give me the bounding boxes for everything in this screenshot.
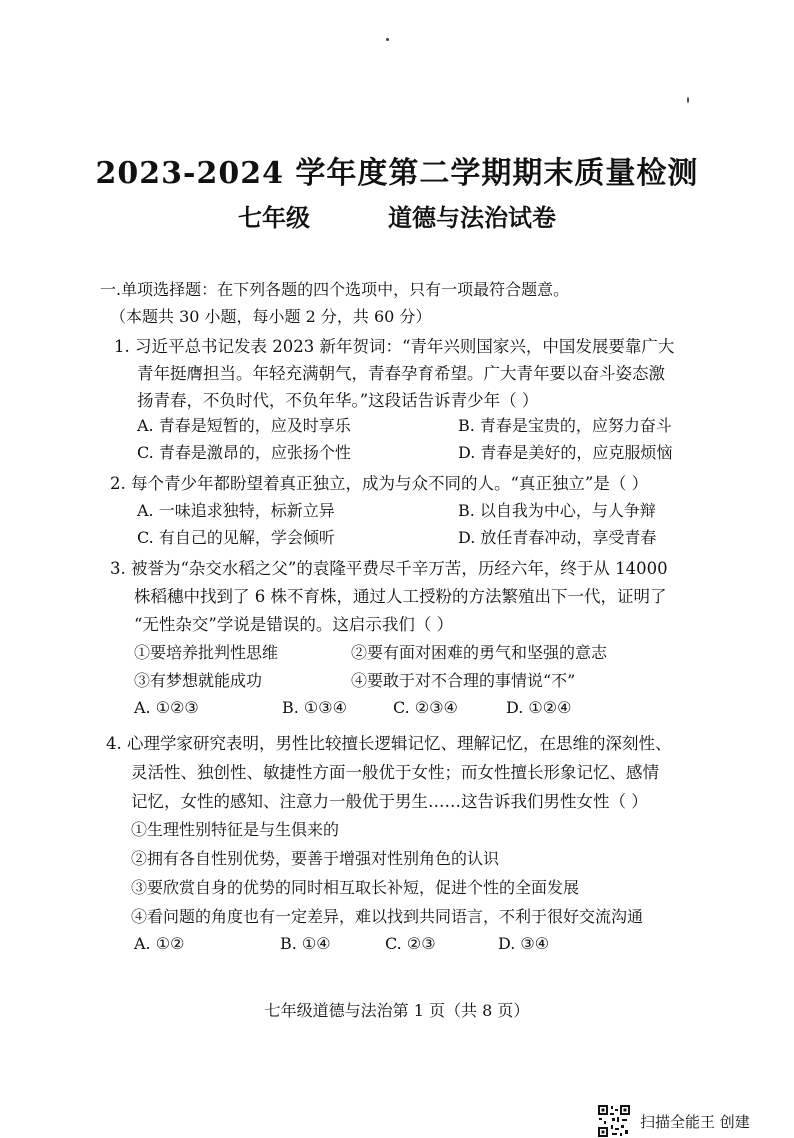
question-4-statement-1: ①生理性别特征是与生俱来的 [131, 820, 340, 839]
scan-speck [687, 97, 689, 103]
question-3-line-2: 株稻穗中找到了 6 株不育株，通过人工授粉的方法繁殖出下一代，证明了 [134, 587, 667, 606]
question-4-line-1: 4. 心理学家研究表明，男性比较擅长逻辑记忆、理解记忆，在思维的深刻性、 [106, 734, 672, 753]
question-4-line-3: 记忆，女性的感知、注意力一般优于男生……这告诉我们男性女性（ ） [131, 792, 648, 811]
page-footer: 七年级道德与法治第 1 页（共 8 页） [264, 1001, 530, 1020]
question-3-statement-1: ①要培养批判性思维 [134, 643, 279, 662]
question-2-option-b: B. 以自我为中心，与人争辩 [458, 501, 656, 520]
question-3-statement-4: ④要敢于对不合理的事情说“不” [351, 671, 576, 690]
question-3-line-3: “无性杂交”学说是错误的。这启示我们（ ） [134, 615, 454, 634]
question-3-option-a: A. ①②③ [134, 698, 199, 717]
question-3-line-1: 3. 被誉为“杂交水稻之父”的袁隆平费尽千辛万苦，历经六年，终于从 14000 [110, 559, 668, 578]
exam-subtitle [0, 198, 794, 233]
question-4-line-2: 灵活性、独创性、敏捷性方面一般优于女性；而女性擅长形象记忆、感情 [131, 763, 659, 782]
scan-speck [386, 38, 389, 41]
subject-label: 道德与法治试卷 [388, 203, 556, 232]
question-3-option-d: D. ①②④ [506, 698, 572, 717]
question-1-line-2: 青年挺膺担当。年轻充满朝气，青春孕育希望。广大青年要以奋斗姿态激 [137, 364, 665, 383]
question-4-statement-2: ②拥有各自性别优势，要善于增强对性别角色的认识 [131, 849, 500, 868]
question-3-option-c: C. ②③④ [393, 698, 458, 717]
question-4-statement-4: ④看问题的角度也有一定差异，难以找到共同语言，不利于很好交流沟通 [131, 907, 644, 926]
section-note: （本题共 30 小题，每小题 2 分，共 60 分） [110, 307, 432, 326]
question-4-statement-3: ③要欣赏自身的优势的同时相互取长补短，促进个性的全面发展 [131, 878, 580, 897]
grade-label: 七年级 [238, 203, 310, 232]
question-1-option-b: B. 青春是宝贵的，应努力奋斗 [458, 416, 672, 435]
question-1-option-d: D. 青春是美好的，应克服烦恼 [458, 443, 673, 462]
scanner-watermark: 扫描全能王 创建 [640, 1113, 750, 1131]
question-1-line-1: 1. 习近平总书记发表 2023 新年贺词：“青年兴则国家兴，中国发展要靠广大 [114, 337, 675, 356]
question-3-statement-2: ②要有面对困难的勇气和坚强的意志 [351, 643, 608, 662]
question-1-line-3: 扬青春，不负时代，不负年华。”这段话告诉青少年（ ） [137, 391, 539, 410]
qr-code-icon [597, 1104, 631, 1138]
question-2-line-1: 2. 每个青少年都盼望着真正独立，成为与众不同的人。“真正独立”是（ ） [110, 474, 649, 493]
question-2-option-c: C. 有自己的见解，学会倾听 [137, 528, 335, 547]
exam-title: 2023-2024 学年度第二学期期末质量检测 [95, 156, 699, 191]
question-1-option-a: A. 青春是短暂的，应及时享乐 [137, 416, 351, 435]
question-4-option-a: A. ①② [134, 934, 185, 953]
question-3-option-b: B. ①③④ [282, 698, 347, 717]
question-2-option-a: A. 一味追求独特，标新立异 [137, 501, 335, 520]
question-3-statement-3: ③有梦想就能成功 [134, 671, 263, 690]
question-1-option-c: C. 青春是激昂的，应张扬个性 [137, 443, 351, 462]
question-4-option-c: C. ②③ [385, 934, 436, 953]
section-heading: 一.单项选择题：在下列各题的四个选项中，只有一项最符合题意。 [100, 280, 570, 299]
question-2-option-d: D. 放任青春冲动，享受青春 [458, 528, 657, 547]
question-4-option-b: B. ①④ [280, 934, 331, 953]
question-4-option-d: D. ③④ [498, 934, 550, 953]
